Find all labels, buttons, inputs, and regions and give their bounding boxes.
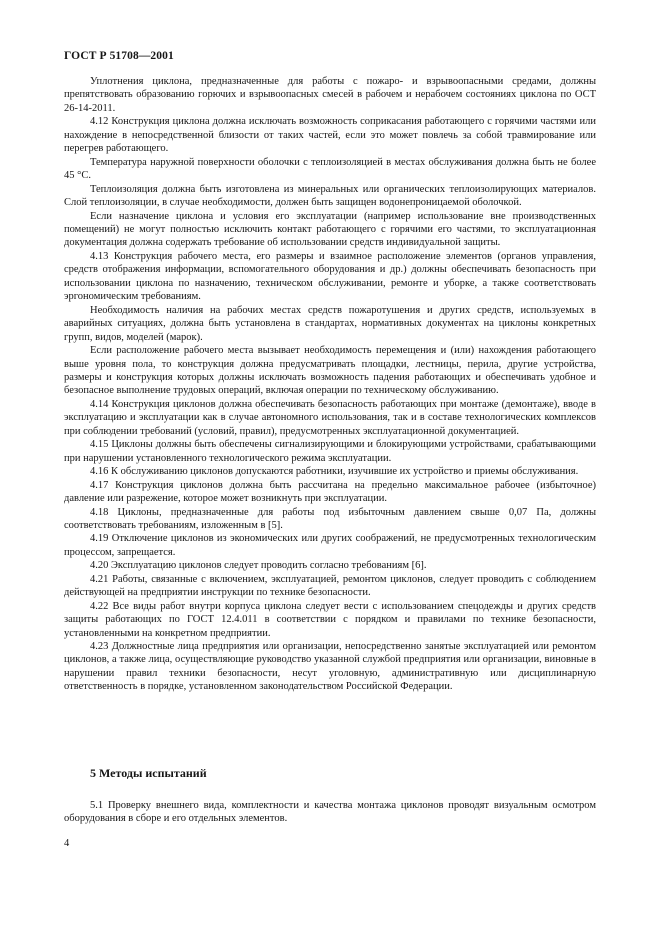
- paragraph: Если расположение рабочего места вызывает необходимость перемещения и (или) нахождения работающего выше уровня пола, то конструкция должна предусматривать площадки, лестницы, перила, другие устройства, размеры и конструкция которых должны исключать возможность падения работающих и обеспечивать удобное и безопасное выполнение трудовых операций, включая операции по техническому обслуживанию.: [64, 345, 596, 397]
- paragraph: Теплоизоляция должна быть изготовлена из минеральных или органических теплоизолирующих материалов. Слой теплоизоляции, в случае необходимости, должен быть защищен водонепроницаемой оболочкой.: [64, 183, 596, 209]
- paragraph: 4.16 К обслуживанию циклонов допускаются работники, изучившие их устройство и приемы обслуживания.: [90, 466, 579, 478]
- paragraph: Уплотнения циклона, предназначенные для работы с пожаро- и взрывоопасными средами, должны препятствовать образованию горючих и взрывоопасных смесей в рабочем и нерабочем состояниях циклона по ОСТ 26-14-2011.: [64, 76, 596, 114]
- paragraph: 4.23 Должностные лица предприятия или организации, непосредственно занятые эксплуатацией или ремонтом циклонов, а также лица, осуществляющие руководство указанной службой предприятия или организации, виновные в нарушении правил техники безопасности, несут уголовную, административную или дисциплинарную ответственность в порядке, установленном законодательством Российской Федерации.: [64, 641, 596, 693]
- paragraph: 4.13 Конструкция рабочего места, его размеры и взаимное расположение элементов (органов управления, средств отображения информации, вспомогательного оборудования и др.) должны обеспечивать безопасность при использовании циклона по назначению, техническом обслуживании, ремонте и уборке, а также соответствовать эргономическим требованиям.: [64, 250, 596, 303]
- section-heading: 5 Методы испытаний: [90, 766, 207, 780]
- paragraph: 4.18 Циклоны, предназначенные для работы под избыточным давлением свыше 0,07 Па, должны соответствовать требованиям, изложенным в [5].: [64, 506, 596, 531]
- paragraph: 4.21 Работы, связанные с включением, эксплуатацией, ремонтом циклонов, следует проводить с соблюдением действующей на предприятии инструкции по технике безопасности.: [64, 573, 596, 599]
- paragraph: Если назначение циклона и условия его эксплуатации (например использование вне производственных помещений) не могут полностью исключить контакт работающего с горячими его частями, то эксплуатационная документация должна содержать требование об использовании средств индивидуальной защиты.: [64, 210, 596, 249]
- paragraph: Необходимость наличия на рабочих местах средств пожаротушения и других средств, используемых в аварийных ситуациях, должна быть установлена в стандартах, нормативных документах на циклоны конкретных групп, видов, моделей (марок).: [64, 304, 596, 343]
- page-number: 4: [64, 838, 70, 849]
- paragraph: 4.20 Эксплуатацию циклонов следует проводить согласно требованиям [6].: [90, 560, 427, 572]
- paragraph: 4.22 Все виды работ внутри корпуса циклона следует вести с использованием спецодежды и других средств защиты работающих по ГОСТ 12.4.011 в соответствии с порядком и правилами по технике безопасности, установленными на конкретном предприятии.: [64, 600, 596, 639]
- paragraph: 5.1 Проверку внешнего вида, комплектности и качества монтажа циклонов проводят визуальным осмотром оборудования в сборе и его отдельных элементов.: [64, 800, 596, 825]
- paragraph: 4.15 Циклоны должны быть обеспечены сигнализирующими и блокирующими устройствами, срабатывающими при нарушении установленного технологического режима эксплуатации.: [64, 439, 596, 464]
- document-header: ГОСТ Р 51708—2001: [64, 50, 174, 62]
- paragraph: 4.17 Конструкция циклонов должна быть рассчитана на предельно максимальное рабочее (избыточное) давление или разрежение, которое может возникнуть при эксплуатации.: [64, 479, 596, 505]
- paragraph: Температура наружной поверхности оболочки с теплоизоляцией в местах обслуживания должна быть не более 45 °С.: [64, 156, 596, 182]
- paragraph: 4.19 Отключение циклонов из экономических или других соображений, не предусмотренных технологическим процессом, запрещается.: [64, 533, 596, 558]
- section-body: [64, 799, 596, 826]
- paragraph: 4.14 Конструкция циклонов должна обеспечивать безопасность работающих при монтаже (демонтаже), вводе в эксплуатацию и эксплуатации как в случае автономного использования, так и в составе технологических комплексов при соблюдении требований (условий, правил), предусмотренных эксплуатационной документацией.: [64, 398, 596, 437]
- body-text: [64, 75, 596, 694]
- paragraph: 4.12 Конструкция циклона должна исключать возможность соприкасания работающего с горячими частями или нахождение в непосредственной близости от таких частей, если это может повлечь за собой травмирование или перегрев работающего.: [64, 116, 596, 155]
